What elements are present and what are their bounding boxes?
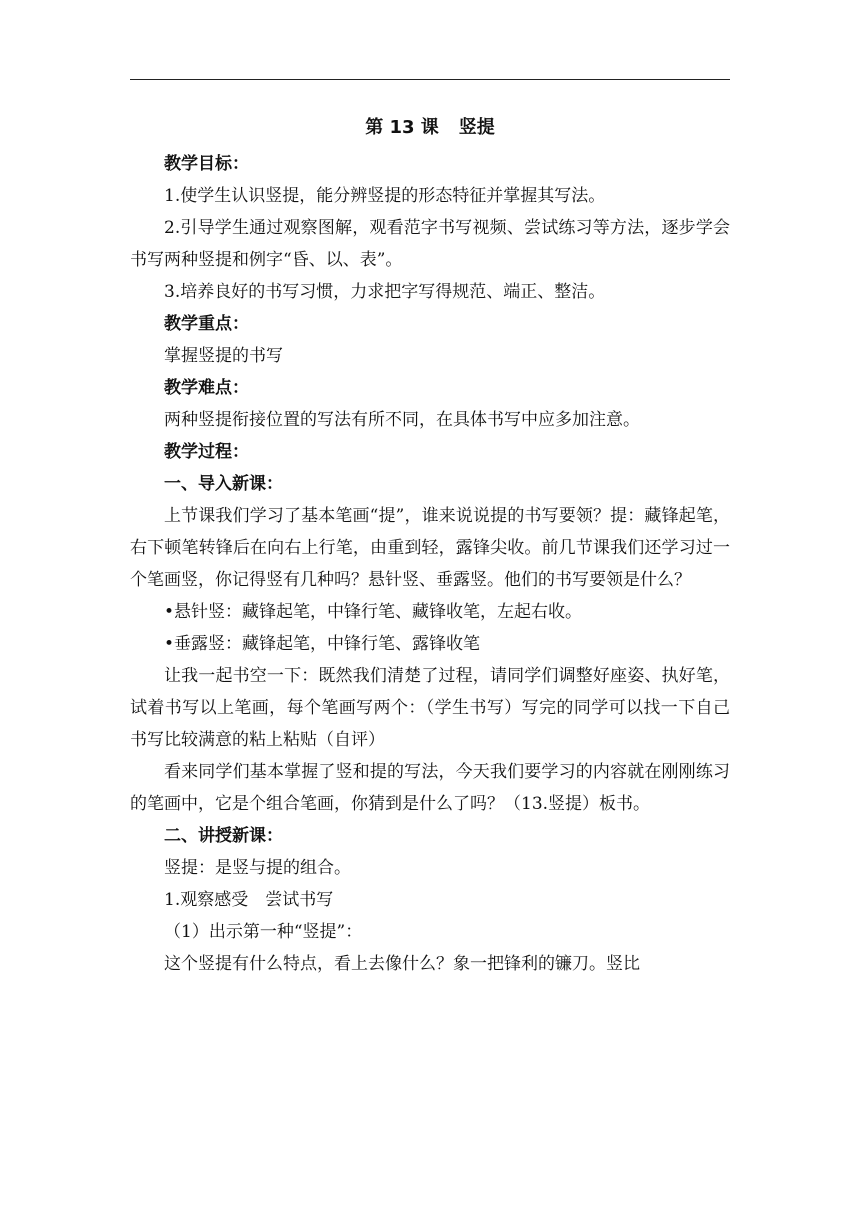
paragraph: 掌握竖提的书写 [164, 346, 283, 366]
paragraph: （1）出示第一种“竖提”： [164, 922, 363, 942]
paragraph: 让我一起书空一下：既然我们清楚了过程，请同学们调整好座姿、执好笔，试着书写以上笔画，每个笔画写两个：（学生书写）写完的同学可以找一下自己书写比较满意的粘上粘贴（自评） [130, 666, 730, 750]
paragraph: •悬针竖：藏锋起笔，中锋行笔、藏锋收笔，左起右收。 [164, 602, 583, 622]
lesson-number: 第 13 课 [365, 117, 439, 138]
paragraph: 两种竖提衔接位置的写法有所不同，在具体书写中应多加注意。 [164, 410, 640, 430]
paragraph: 3.培养良好的书写习惯，力求把字写得规范、端正、整洁。 [164, 282, 606, 302]
paragraph: 竖提：是竖与提的组合。 [164, 858, 351, 878]
section-heading: 教学过程： [164, 442, 249, 462]
paragraph: 1.使学生认识竖提，能分辨竖提的形态特征并掌握其写法。 [164, 186, 606, 206]
paragraph: 2.引导学生通过观察图解，观看范字书写视频、尝试练习等方法，逐步学会书写两种竖提和例字“昏、以、表”。 [130, 218, 730, 270]
lesson-topic: 竖提 [458, 117, 495, 138]
section-heading: 教学重点： [164, 314, 249, 334]
paragraph: 1.观察感受 尝试书写 [164, 890, 334, 910]
section-heading: 二、讲授新课： [164, 826, 283, 846]
header-rule [130, 79, 730, 80]
paragraph-list [130, 148, 730, 980]
paragraph: •垂露竖：藏锋起笔，中锋行笔、露锋收笔 [164, 634, 481, 654]
paragraph: 这个竖提有什么特点，看上去像什么？象一把锋利的镰刀。竖比 [164, 954, 640, 974]
paragraph: 看来同学们基本掌握了竖和提的写法，今天我们要学习的内容就在刚刚练习的笔画中，它是个组合笔画，你猜到是什么了吗？（13.竖提）板书。 [130, 762, 730, 814]
section-heading: 教学难点： [164, 378, 249, 398]
section-heading: 一、导入新课： [164, 474, 283, 494]
paragraph: 上节课我们学习了基本笔画“提”，谁来说说提的书写要领？提：藏锋起笔，右下顿笔转锋后在向右上行笔，由重到轻，露锋尖收。前几节课我们还学习过一个笔画竖，你记得竖有几种吗？悬针竖、垂露竖。他们的书写要领是什么？ [130, 506, 730, 590]
section-heading: 教学目标： [164, 154, 249, 174]
page-title [130, 112, 730, 144]
document-body [130, 112, 730, 980]
